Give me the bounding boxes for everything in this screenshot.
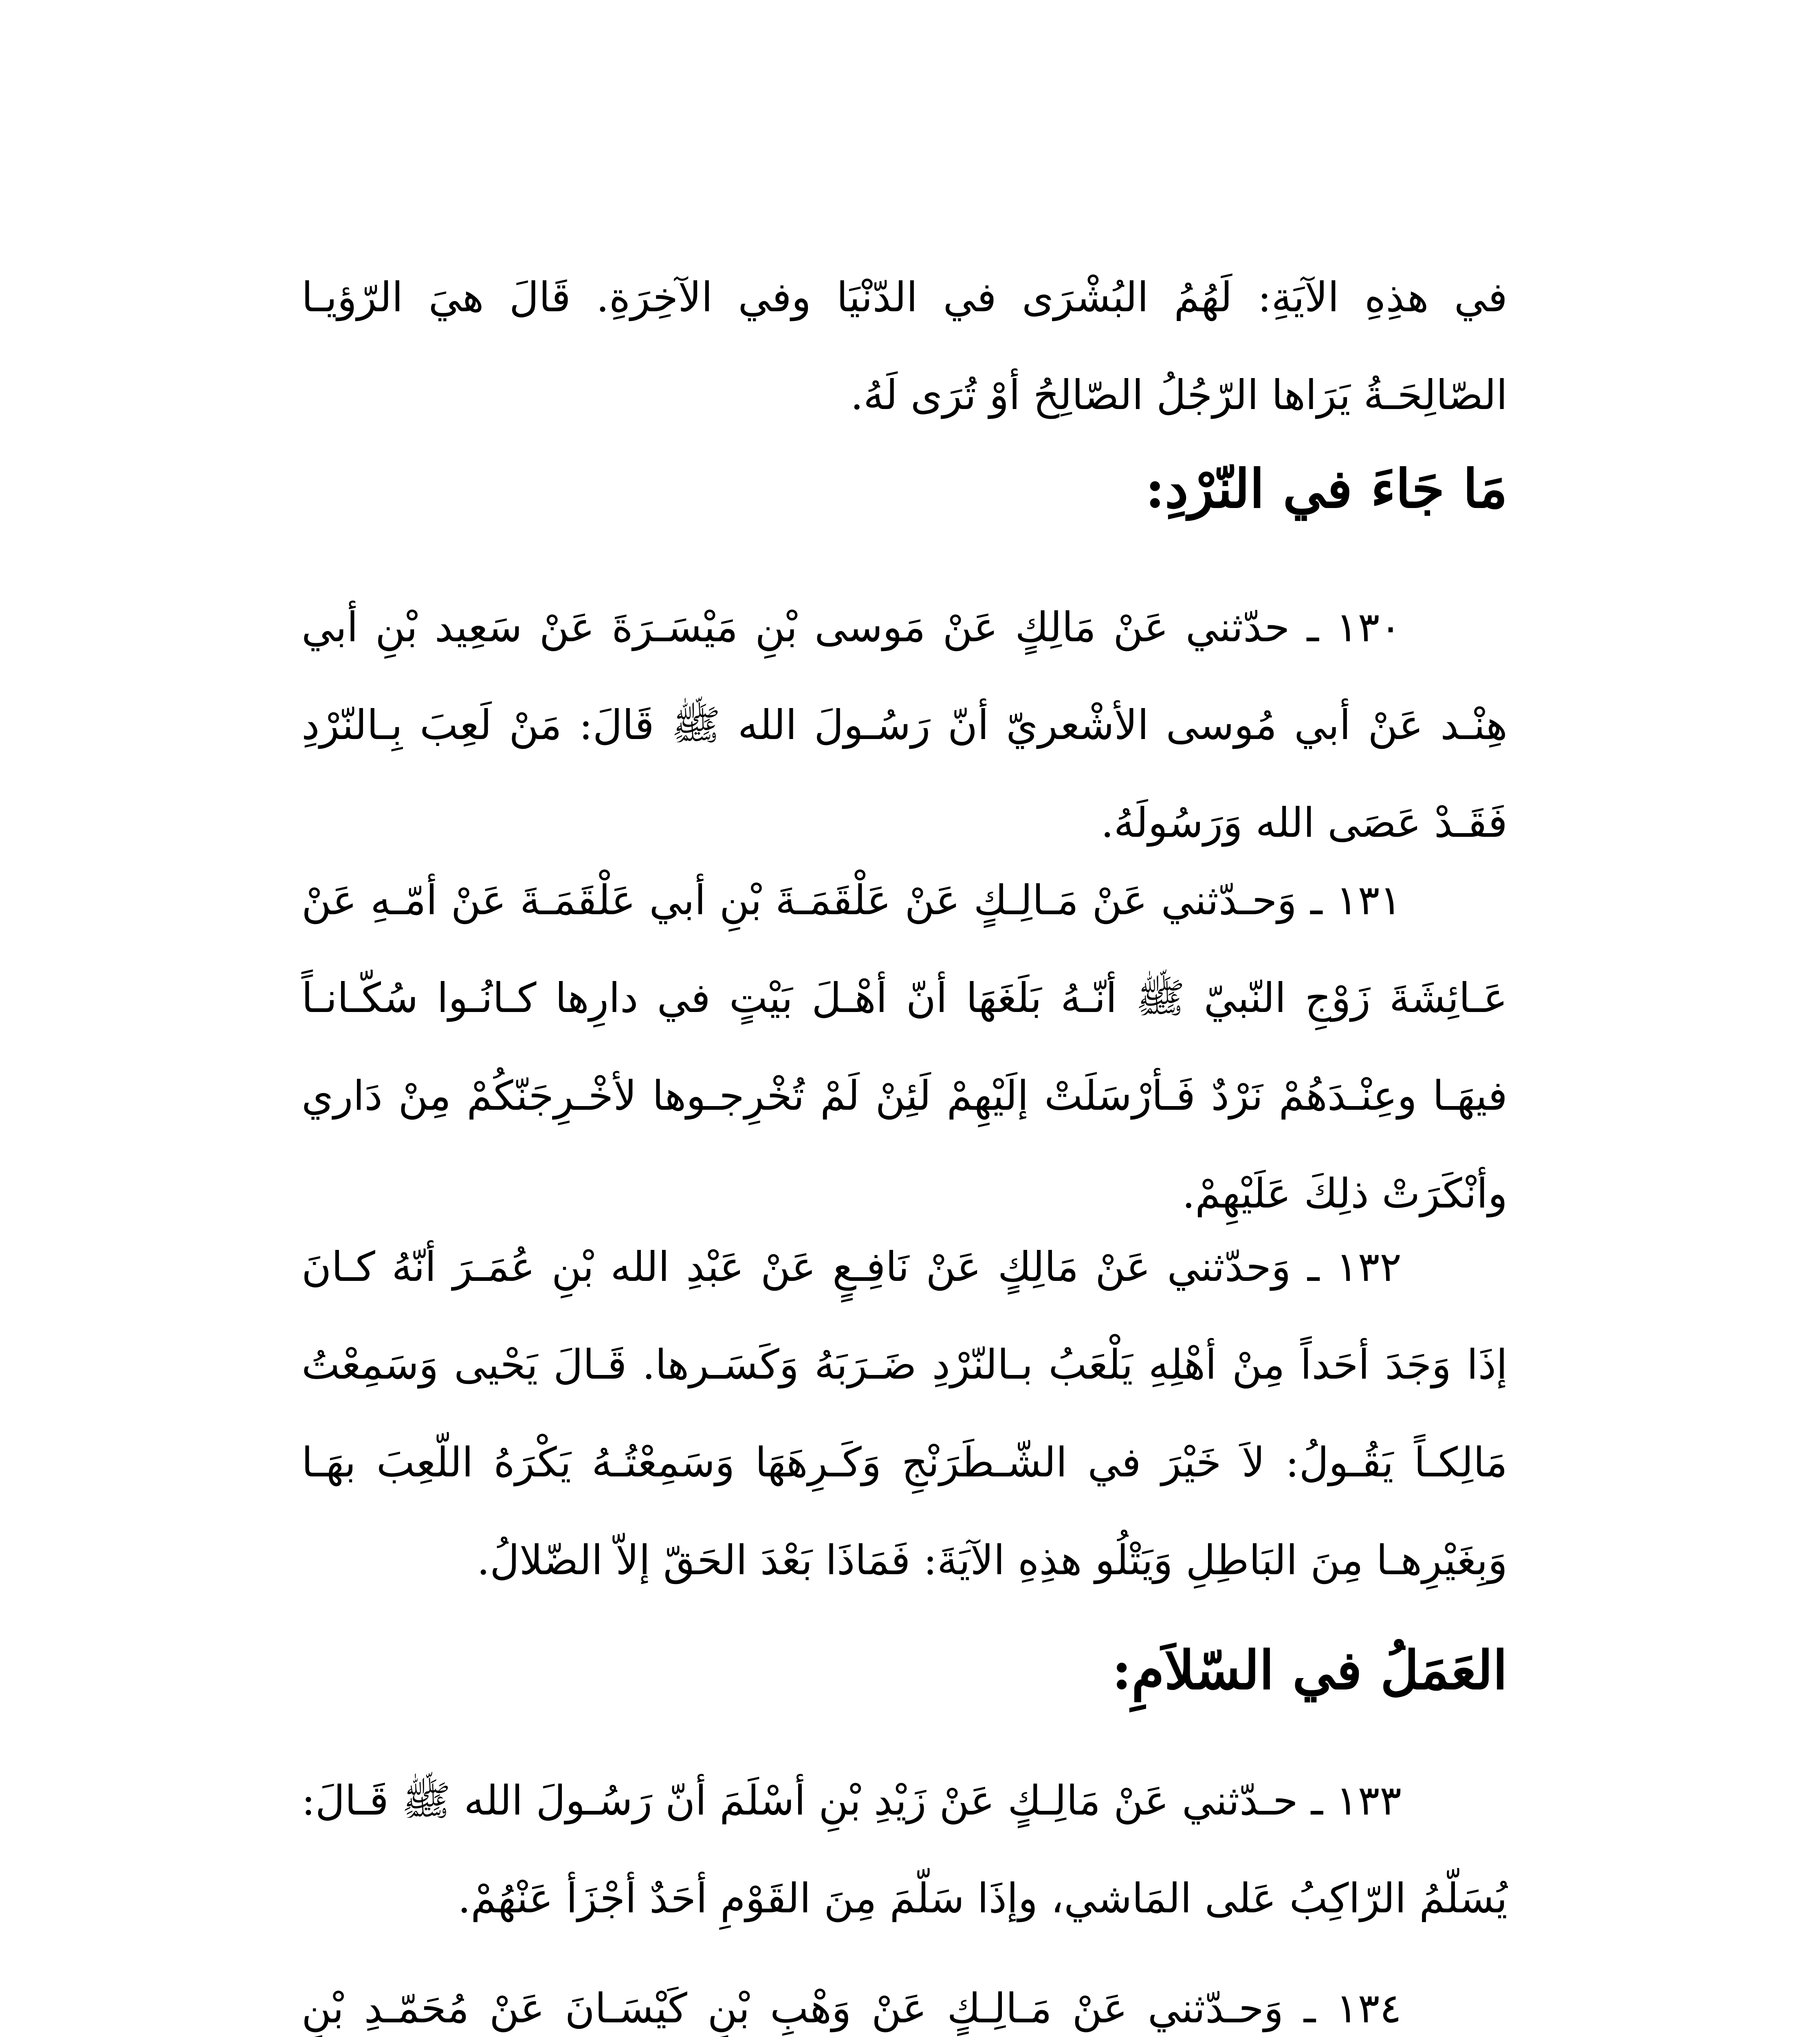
hadith-130: ١٣٠ ـ حدّثني عَنْ مَالِكٍ عَنْ مَوسى بْنِ مَيْسَـرَةَ عَنْ سَعِيد بْنِ أبي هِنْـد عَنْ أبي مُوسى الأشْعريّ أنّ رَسُـولَ الله ﷺ قَالَ: مَنْ لَعِبَ بِـالنّرْدِ فَقَـدْ عَصَى الله وَرَسُولَهُ. (301, 603, 1507, 847)
hadith-134: ١٣٤ ـ وَحـدّثني عَنْ مَـالِـكٍ عَنْ وَهْبِ بْنِ كَيْسَـانَ عَنْ مُحَمّـدِ بْنِ (301, 1984, 1402, 2032)
continuation-paragraph: في هذِهِ الآيَةِ: لَهُمُ البُشْرَى في الدّنْيَا وفي الآخِرَةِ. قَالَ هيَ الرّؤيـا الصّالِحَـةُ يَرَاها الرّجُلُ الصّالِحُ أوْ تُرَى لَهُ. (301, 273, 1507, 419)
hadith-132: ١٣٢ ـ وَحدّثني عَنْ مَالِكٍ عَنْ نَافِـعٍ عَنْ عَبْدِ الله بْنِ عُمَـرَ أنّهُ كـانَ إذَا وَجَدَ أحَداً مِنْ أهْلِهِ يَلْعَبُ بـالنّرْدِ ضَـرَبَهُ وَكَسَـرها. قَـالَ يَحْيى وَسَمِعْتُ مَالِكـاً يَقُـولُ: لاَ خَيْرَ في الشّـطَرَنْجِ وَكَـرِهَهَا وَسَمِعْتُـهُ يَكْرَهُ اللّعِبَ بهَـا وَبِغَيْرِهـا مِنَ البَاطِلِ وَيَتْلُو هذِهِ الآيَةَ: فَمَاذَا بَعْدَ الحَقّ إلاّ الضّلالُ. (301, 1243, 1507, 1584)
hadith-131: ١٣١ ـ وَحـدّثني عَنْ مَـالِـكٍ عَنْ عَلْقَمَـةَ بْنِ أبي عَلْقَمَـةَ عَنْ أمّـهِ عَنْ عَـائِشَةَ زَوْجِ النّبيّ ﷺ أنّـهُ بَلَغَهَا أنّ أهْـلَ بَيْتٍ في دارِها كـانُـوا سُكّـانـاً فيهَـا وعِنْـدَهُمْ نَرْدٌ فَـأرْسَلَتْ إلَيْهِمْ لَئِنْ لَمْ تُخْرِجـوها لأخْـرِجَنّكُمْ مِنْ دَاري وأنْكَرَتْ ذلِكَ عَلَيْهِمْ. (301, 876, 1507, 1217)
section-heading-nard: مَا جَاءَ في النّرْدِ: (1145, 458, 1507, 520)
hadith-133: ١٣٣ ـ حـدّثني عَنْ مَالِـكٍ عَنْ زَيْدِ بْنِ أسْلَمَ أنّ رَسُـولَ الله ﷺ قَـالَ: يُسَلّمُ الرّاكِبُ عَلى المَاشي، وإذَا سَلّمَ مِنَ القَوْمِ أحَدٌ أجْزَأ عَنْهُمْ. (301, 1777, 1507, 1922)
section-heading-salam: العَمَلُ في السّلاَمِ: (1112, 1639, 1507, 1701)
